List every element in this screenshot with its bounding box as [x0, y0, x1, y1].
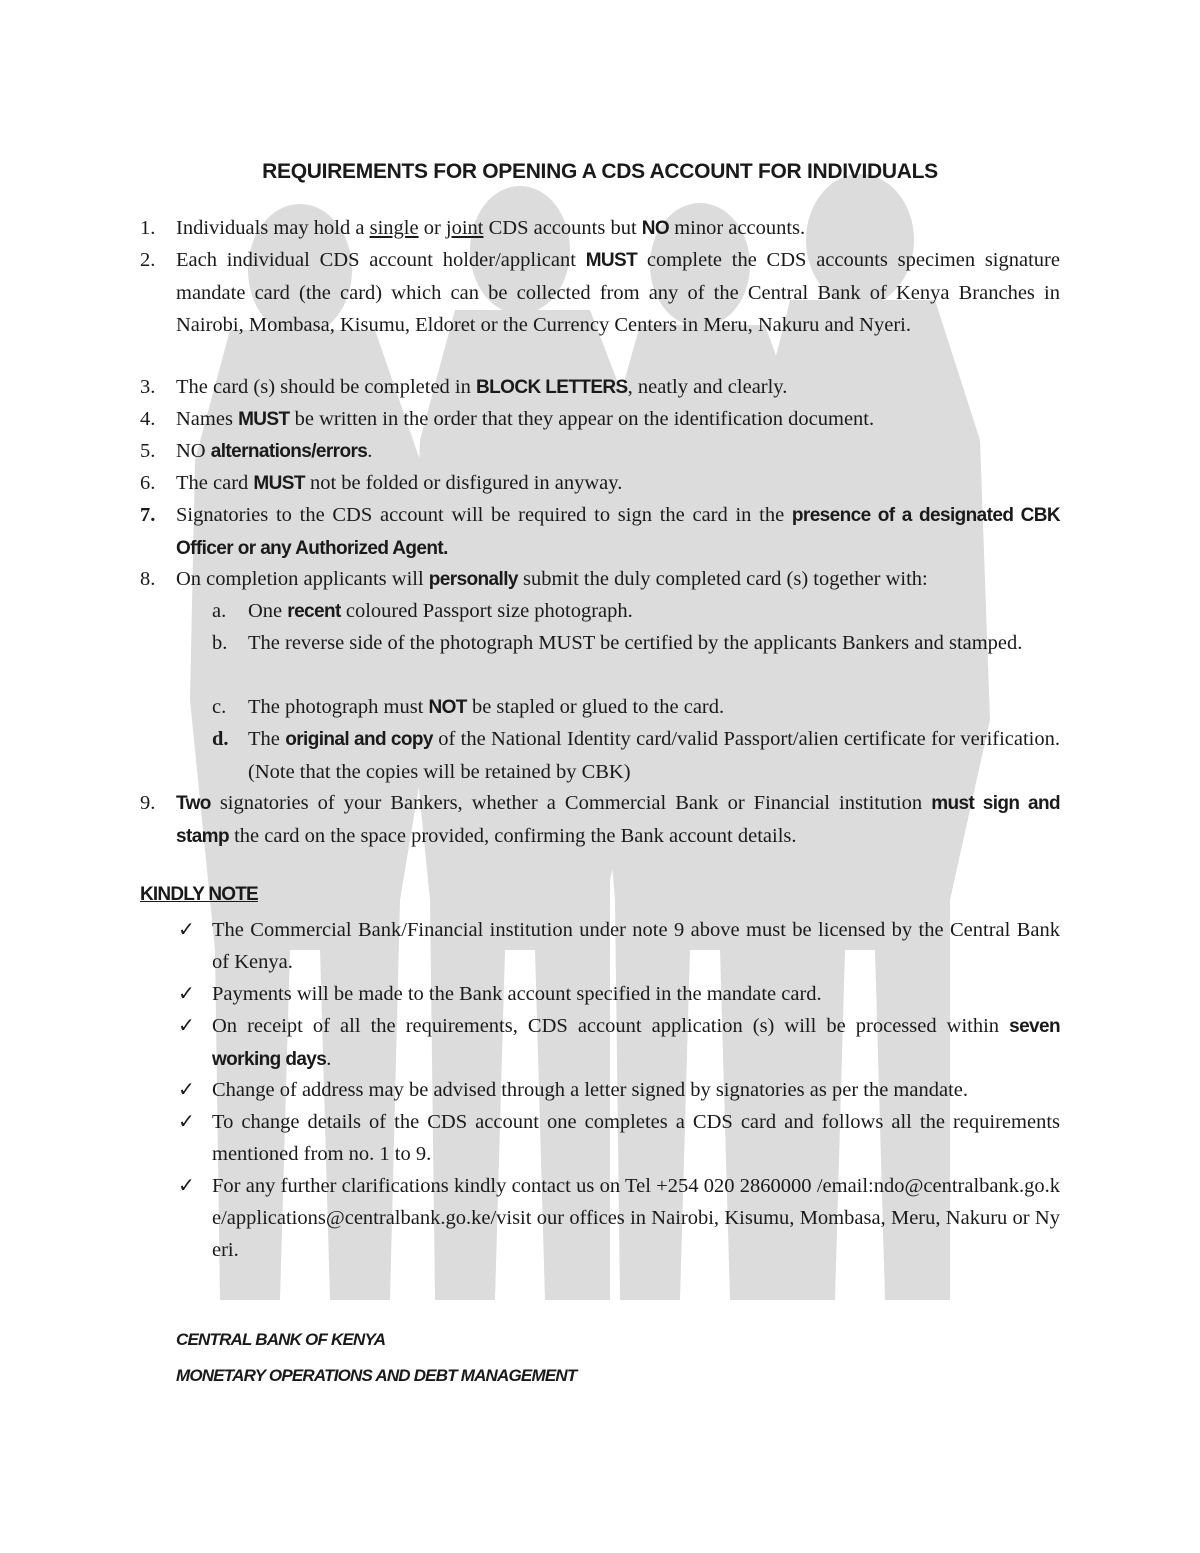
item-text: Names	[176, 408, 239, 430]
list-item	[176, 371, 1060, 404]
footer-department: MONETARY OPERATIONS AND DEBT MANAGEMENT	[176, 1366, 577, 1385]
item-text: , neatly and clearly.	[627, 376, 788, 398]
item-text-bold: MUST	[253, 473, 305, 494]
item-text: CDS accounts but	[483, 217, 642, 239]
item-text: The	[248, 728, 286, 750]
item-text: signatories of your Bankers, whether a Commercial Bank or Financial institution	[210, 792, 932, 814]
item-text: minor accounts.	[669, 217, 806, 239]
item-text: One	[248, 600, 288, 622]
item-text-bold: alternations/errors	[210, 441, 368, 462]
item-text: The card (s) should be completed in	[176, 376, 477, 398]
list-item	[176, 787, 1060, 853]
checkmark-icon: ✓	[178, 1015, 195, 1037]
list-item	[176, 435, 1060, 468]
item-text-bold: MUST	[585, 250, 638, 271]
item-text-bold: presence of a designated CBK Officer or any Authorized Agent.	[176, 505, 1060, 559]
note-heading: KINDLY NOTE	[140, 884, 258, 905]
list-item	[176, 563, 1060, 596]
subitem-label: d.	[212, 728, 229, 750]
item-text-bold: Two	[176, 793, 211, 814]
note-item	[212, 914, 1060, 978]
item-text: not be folded or disfigured in anyway.	[304, 472, 623, 494]
list-item	[176, 212, 1060, 245]
list-item	[176, 499, 1060, 565]
item-number: 8.	[140, 568, 156, 590]
list-item	[176, 467, 1060, 500]
item-text: coloured Passport size photograph.	[340, 600, 633, 622]
item-text-bold: BLOCK LETTERS	[476, 377, 628, 398]
note-item	[212, 1170, 1060, 1266]
subitem-label: b.	[212, 632, 228, 654]
note-text: The Commercial Bank/Financial institution under note 9 above must be licensed by the Central Bank of Kenya.	[212, 919, 1060, 973]
note-text-bold: seven working days	[212, 1016, 1060, 1070]
item-text: be written in the order that they appear on the identification document.	[289, 408, 875, 430]
item-text: complete the CDS accounts specimen signature mandate card (the card) which can be collected from any of the Central Bank of Kenya Branches in Nairobi, Mombasa, Kisumu, Eldoret or the Currency Centers in Meru, Nakuru and Nyeri.	[176, 249, 1060, 336]
note-item	[212, 978, 1060, 1010]
note-item	[212, 1074, 1060, 1106]
note-text: Payments will be made to the Bank account specified in the mandate card.	[212, 983, 822, 1005]
item-text: Signatories to the CDS account will be required to sign the card in the	[176, 504, 792, 526]
item-text: or	[418, 217, 446, 239]
item-number: 9.	[140, 792, 156, 814]
sub-list-item	[248, 691, 1060, 724]
note-text: On receipt of all the requirements, CDS account application (s) will be processed within	[212, 1015, 1010, 1037]
item-text: be stapled or glued to the card.	[466, 696, 725, 718]
item-number: 2.	[140, 249, 156, 271]
checkmark-icon: ✓	[178, 1111, 195, 1133]
item-text-bold: NO	[641, 218, 670, 239]
checkmark-icon: ✓	[178, 919, 195, 941]
item-text-underlined: joint	[445, 217, 484, 239]
item-text-bold: NOT	[428, 697, 467, 718]
sub-list-item	[248, 627, 1060, 659]
subitem-label: c.	[212, 696, 227, 718]
note-text: .	[326, 1048, 332, 1070]
item-text-bold: recent	[287, 601, 341, 622]
item-text-bold: original and copy	[285, 729, 433, 750]
item-text: .	[367, 440, 373, 462]
list-item	[176, 403, 1060, 436]
item-text-bold: personally	[428, 569, 518, 590]
checkmark-icon: ✓	[178, 1175, 195, 1197]
item-number: 4.	[140, 408, 156, 430]
page-title: REQUIREMENTS FOR OPENING A CDS ACCOUNT FOR INDIVIDUALS	[262, 160, 938, 183]
item-text: The reverse side of the photograph MUST be certified by the applicants Bankers and stamped.	[248, 632, 1023, 654]
note-text: Change of address may be advised through a letter signed by signatories as per the mandate.	[212, 1079, 968, 1101]
item-number: 5.	[140, 440, 156, 462]
item-text: On completion applicants will	[176, 568, 429, 590]
note-text: For any further clarifications kindly contact us on Tel +254 020 2860000 /email:ndo@centralbank.go.ke/applications@centralbank.go.ke/visit our offices in Nairobi, Kisumu, Mombasa, Meru, Nakuru or Nyeri.	[212, 1175, 1060, 1261]
note-item	[212, 1010, 1060, 1076]
checkmark-icon: ✓	[178, 1079, 195, 1101]
subitem-label: a.	[212, 600, 227, 622]
item-text-bold: MUST	[238, 409, 290, 430]
item-text: The card	[176, 472, 254, 494]
footer-organization: CENTRAL BANK OF KENYA	[176, 1330, 386, 1349]
item-text-underlined: single	[369, 217, 419, 239]
item-text-bold: must sign and stamp	[176, 793, 1060, 847]
sub-list-item	[248, 595, 1060, 628]
note-item	[212, 1106, 1060, 1170]
item-text: the card on the space provided, confirming the Bank account details.	[228, 825, 797, 847]
item-text: Each individual CDS account holder/applicant	[176, 249, 586, 271]
item-number: 3.	[140, 376, 156, 398]
item-text: The photograph must	[248, 696, 429, 718]
item-text: NO	[176, 440, 211, 462]
sub-list-item	[248, 723, 1060, 788]
checkmark-icon: ✓	[178, 983, 195, 1005]
item-number: 6.	[140, 472, 156, 494]
item-number: 1.	[140, 217, 156, 239]
item-text: of the National Identity card/valid Passport/alien certificate for verification. (Note that the copies will be retained by CBK)	[248, 728, 1060, 783]
item-text: Individuals may hold a	[176, 217, 370, 239]
item-number: 7.	[140, 504, 156, 526]
note-text: To change details of the CDS account one completes a CDS card and follows all the requirements mentioned from no. 1 to 9.	[212, 1111, 1060, 1165]
list-item	[176, 244, 1060, 341]
item-text: submit the duly completed card (s) together with:	[517, 568, 928, 590]
